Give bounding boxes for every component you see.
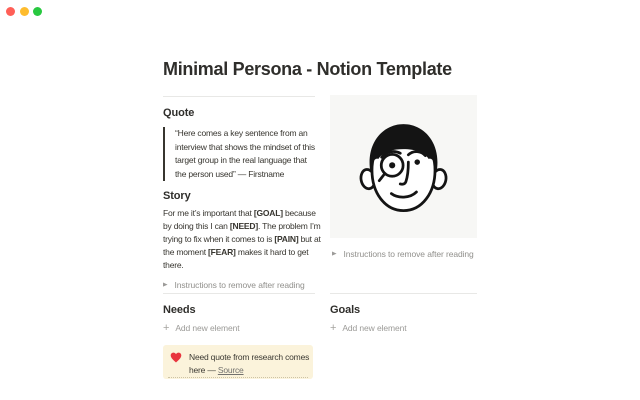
face-illustration xyxy=(355,118,452,224)
quote-line: target group in the real language that xyxy=(175,155,307,165)
quote-line: the person used” — Firstname xyxy=(175,168,285,179)
callout-text xyxy=(189,351,309,376)
divider xyxy=(163,293,315,294)
callout-line: Need quote from research comes xyxy=(189,352,310,362)
page-title: Minimal Persona - Notion Template xyxy=(163,59,452,79)
zoom-button[interactable] xyxy=(33,7,42,16)
add-new-element-button[interactable] xyxy=(330,323,477,333)
story-paragraph xyxy=(163,207,321,272)
toggle-instructions[interactable] xyxy=(163,280,315,290)
window-controls xyxy=(6,7,42,16)
toggle-arrow-icon: ▶ xyxy=(332,251,337,257)
callout-line: here — Source xyxy=(189,364,244,375)
goals-section xyxy=(330,293,477,333)
toggle-arrow-icon: ▶ xyxy=(163,281,168,288)
add-label: Add new element xyxy=(175,323,240,333)
close-button[interactable] xyxy=(6,7,15,16)
quote-block xyxy=(163,127,315,181)
heart-icon xyxy=(170,352,182,363)
quote-line: interview that shows the mindset of this xyxy=(175,141,315,152)
needs-heading: Needs xyxy=(163,304,196,316)
quote-heading: Quote xyxy=(163,107,195,119)
needs-callout-card[interactable] xyxy=(163,345,313,379)
quote-line: “Here comes a key sentence from an xyxy=(175,128,308,138)
plus-icon: + xyxy=(163,322,170,334)
needs-section xyxy=(163,293,315,379)
toggle-label: Instructions to remove after reading xyxy=(343,249,474,259)
plus-icon: + xyxy=(330,322,337,334)
divider xyxy=(163,96,315,97)
dotted-separator xyxy=(168,377,308,378)
story-line: For me it’s important that [GOAL] because xyxy=(163,208,316,218)
story-line: trying to fix when it comes to is [PAIN] but at xyxy=(163,233,321,244)
minimize-button[interactable] xyxy=(20,7,29,16)
toggle-instructions[interactable] xyxy=(332,249,477,259)
add-label: Add new element xyxy=(342,323,407,333)
story-line: by doing this I can [NEED]. The problem I’m xyxy=(163,220,321,231)
source-link[interactable]: Source xyxy=(217,364,244,375)
toggle-label: Instructions to remove after reading xyxy=(174,279,305,290)
add-new-element-button[interactable] xyxy=(163,323,315,333)
story-line: there. xyxy=(163,259,184,270)
story-heading: Story xyxy=(163,190,191,202)
divider xyxy=(330,293,477,294)
right-column xyxy=(330,95,477,259)
goals-heading: Goals xyxy=(330,304,361,316)
left-column xyxy=(163,96,321,290)
persona-image xyxy=(330,95,477,238)
story-line: the moment [FEAR] makes it hard to get xyxy=(163,246,309,257)
